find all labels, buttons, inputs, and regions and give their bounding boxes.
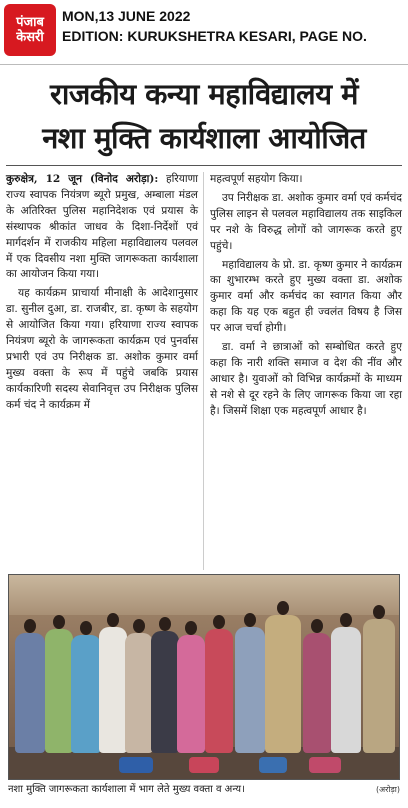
column-divider — [203, 172, 204, 570]
photo-caption — [8, 782, 400, 798]
photo-person-head — [53, 615, 65, 629]
photo-person-head — [107, 613, 119, 627]
photo-person — [45, 629, 73, 753]
event-photo — [8, 574, 400, 780]
article-paragraph — [6, 172, 198, 283]
photo-person — [151, 631, 179, 753]
dateline: कुरुक्षेत्र, 12 जून (विनोद अरोड़ा): — [6, 173, 159, 185]
headline-divider — [6, 165, 402, 166]
logo-line-2: केसरी — [16, 30, 44, 45]
article-column-right — [210, 172, 402, 423]
article-paragraph: महाविद्यालय के प्रो. डा. कृष्ण कुमार ने कार्यक्रम का शुभारम्भ करते हुए मुख्य वक्ता डा. अशोक कुमार वर्मा और कर्मचंद का स्वागत किया और कहा कि यह एक बहुत ही ज्वलंत विषय है जिस पर आज चर्चा होगी। — [210, 258, 402, 335]
photo-bag — [189, 757, 219, 773]
photo-person — [125, 633, 153, 753]
photo-bag — [309, 757, 341, 773]
photo-person-head — [133, 619, 145, 633]
photo-person-head — [340, 613, 352, 627]
photo-person — [177, 635, 205, 753]
edition-info — [62, 6, 406, 46]
article-column-left — [6, 172, 198, 417]
photo-person — [205, 629, 233, 753]
photo-person-head — [159, 617, 171, 631]
photo-person — [99, 627, 127, 753]
logo-line-1: पंजाब — [16, 15, 44, 30]
photo-person — [71, 635, 101, 753]
headline-line-2: नशा मुक्ति कार्यशाला आयोजित — [42, 121, 366, 155]
photo-person — [331, 627, 361, 753]
photo-wall — [9, 575, 399, 615]
masthead-divider — [0, 64, 408, 65]
paragraph-text: हरियाणा राज्य स्वापक नियंत्रण ब्यूरो प्रमुख, अम्बाला मंडल के अतिरिक्त पुलिस महानिदेशक एवं प्रयास के संस्थापक श्रीकांत जाधव के दिशा-निर्देशों एवं मार्गदर्शन में राजकीय महिला महाविद्यालय पलवल में एक दिवसीय नशा मुक्ति जागरूकता कार्यशाला का आयोजन किया गया। — [6, 173, 198, 281]
photo-person-head — [244, 613, 256, 627]
publication-date: MON,13 JUNE 2022 — [62, 8, 191, 24]
photo-person — [363, 619, 395, 753]
photo-person — [235, 627, 265, 753]
article-paragraph: महत्वपूर्ण सहयोग किया। — [210, 173, 303, 185]
photo-person — [15, 633, 45, 753]
headline-line-1: राजकीय कन्या महाविद्यालय में — [50, 77, 358, 111]
photo-person-head — [277, 601, 289, 615]
article-paragraph: यह कार्यक्रम प्राचार्या मीनाक्षी के आदेशानुसार डा. सुनील दुआ, डा. राजबीर, डा. कृष्ण के सहयोग से आयोजित किया गया। हरियाणा राज्य स्वापक नियंत्रण ब्यूरो के जागरूकता कार्यक्रम एवं पुनर्वास प्रभारी एवं उप निरीक्षक डा. अशोक कुमार वर्मा मुख्य वक्ता के रूप में पहुंचे जबकि प्रयास कार्यकारिणी सदस्य सेवानिवृत्त उप निरीक्षक पुलिस कर्म चंद ने कार्यक्रम में — [6, 287, 198, 411]
photo-credit: (अरोड़ा) — [375, 785, 400, 794]
punjab-kesari-logo — [4, 4, 56, 56]
photo-person-head — [311, 619, 323, 633]
article-paragraph: डा. वर्मा ने छात्राओं को सम्बोधित करते हुए कहा कि नारी शक्ति समाज व देश की नींव और आधार है। युवाओं को विभिन्न कार्यक्रमों के माध्यम से नशे से दूर रहने के लिए जागरूक किया जा रहा है। जिसमें शिक्षा एक महत्वपूर्ण आधार है। — [210, 341, 402, 417]
photo-person-head — [373, 605, 385, 619]
masthead — [0, 0, 408, 62]
caption-text: नशा मुक्ति जागरूकता कार्यशाला में भाग लेते मुख्य वक्ता व अन्य। — [8, 784, 245, 795]
photo-person-head — [213, 615, 225, 629]
photo-person-head — [80, 621, 92, 635]
photo-person-head — [24, 619, 36, 633]
photo-person — [303, 633, 331, 753]
photo-person-head — [185, 621, 197, 635]
edition-line: EDITION: KURUKSHETRA KESARI, PAGE NO. — [62, 28, 367, 44]
photo-bag — [119, 757, 153, 773]
photo-bag — [259, 757, 287, 773]
headline — [0, 72, 408, 160]
photo-speaker-officer — [265, 615, 301, 753]
article-paragraph: उप निरीक्षक डा. अशोक कुमार वर्मा एवं कर्मचंद पुलिस लाइन से पलवल महाविद्यालय तक साइकिल पर नशे के विरुद्ध लोगों को जागरूक करते हुए पहुंचे। — [210, 191, 402, 252]
